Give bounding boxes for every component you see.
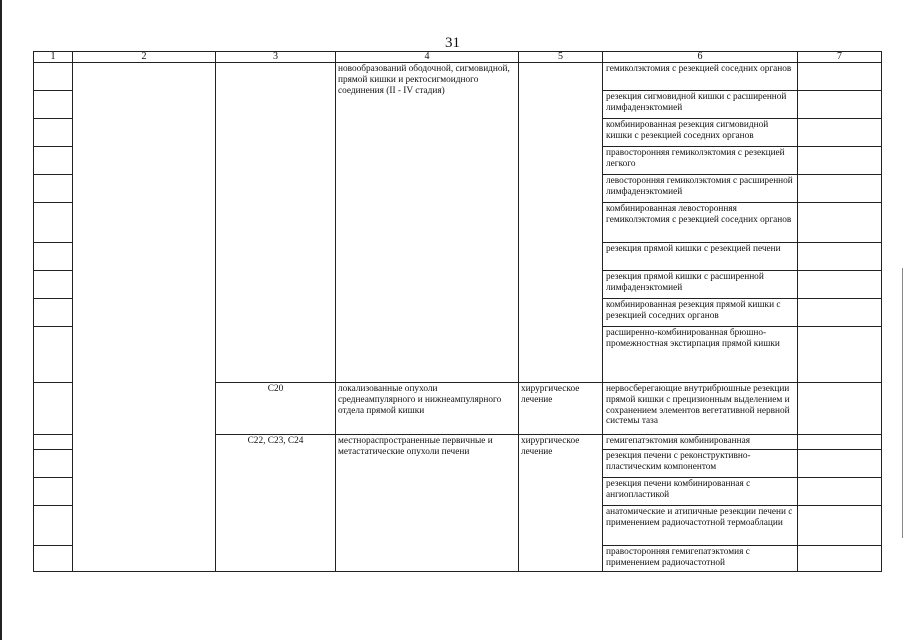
cell-norm [798,175,882,203]
procedures-table [33,51,882,572]
cell-norm [798,91,882,119]
cell-method: левосторонняя гемиколэктомия с расширенной лимфаденэктомией [603,175,798,203]
cell-method: анатомические и атипичные резекции печени с применением радиочастотной термоаблации [603,506,798,546]
column-header: 2 [73,52,216,63]
column-header: 5 [519,52,603,63]
cell-num [34,147,73,175]
cell-num [34,478,73,506]
cell-norm [798,383,882,435]
cell-norm [798,299,882,327]
cell-norm [798,478,882,506]
cell-num [34,119,73,147]
cell-method: резекция прямой кишки с резекцией печени [603,243,798,271]
cell-method: комбинированная левосторонняя гемиколэктомия с резекцией соседних органов [603,203,798,243]
cell-norm [798,119,882,147]
cell-method: нервосберегающие внутрибрюшные резекции прямой кишки с прецизионным выделением и сохранением элементов вегетативной нервной системы таза [603,383,798,435]
cell-norm [798,243,882,271]
cell-method: гемиколэктомия с резекцией соседних органов [603,63,798,91]
cell-num [34,546,73,572]
cell-method: гемигепатэктомия комбинированная [603,435,798,450]
column-header: 3 [216,52,336,63]
cell-method: комбинированная резекция сигмовидной кишки с резекцией соседних органов [603,119,798,147]
column-header: 6 [603,52,798,63]
cell-num [34,383,73,435]
cell-treatment: хирургическое лечение [519,383,603,435]
cell-num [34,243,73,271]
cell-norm [798,435,882,450]
page-number: 31 [445,35,460,51]
header-row [34,52,882,63]
cell-norm [798,147,882,175]
cell-num [34,435,73,450]
cell-num [34,299,73,327]
cell-num [34,203,73,243]
cell-norm [798,450,882,478]
cell-method: резекция печени с реконструктивно-пластическим компонентом [603,450,798,478]
cell-method: резекция прямой кишки с расширенной лимфаденэктомией [603,271,798,299]
table-row [34,63,882,91]
cell-codes [216,63,336,383]
cell-norm [798,271,882,299]
cell-norm [798,506,882,546]
cell-treatment [519,63,603,383]
column-header: 1 [34,52,73,63]
cell-method: резекция сигмовидной кишки с расширенной лимфаденэктомией [603,91,798,119]
cell-num [34,63,73,91]
scan-edge-line-right [902,268,903,538]
cell-norm [798,327,882,383]
cell-condition: новообразований ободочной, сигмовидной, прямой кишки и ректосигмоидного соединения (II - IV стадия) [336,63,519,383]
cell-norm [798,63,882,91]
cell-num [34,271,73,299]
cell-method: резекция печени комбинированная с ангиопластикой [603,478,798,506]
cell-method: расширенно-комбинированная брюшно-промежностная экстирпация прямой кишки [603,327,798,383]
scan-edge-line [0,0,2,640]
column-header: 7 [798,52,882,63]
cell-num [34,91,73,119]
cell-method: комбинированная резекция прямой кишки с резекцией соседних органов [603,299,798,327]
cell-norm [798,546,882,572]
cell-norm [798,203,882,243]
cell-codes: C20 [216,383,336,435]
cell-codes: C22, C23, C24 [216,435,336,572]
cell-condition: локализованные опухоли среднеампулярного и нижнеампулярного отдела прямой кишки [336,383,519,435]
cell-num [34,506,73,546]
cell-profile [73,63,216,572]
column-header: 4 [336,52,519,63]
cell-num [34,327,73,383]
cell-method: правосторонняя гемигепатэктомия с применением радиочастотной [603,546,798,572]
cell-condition: местнораспространенные первичные и метастатические опухоли печени [336,435,519,572]
cell-num [34,175,73,203]
cell-method: правосторонняя гемиколэктомия с резекцией легкого [603,147,798,175]
cell-num [34,450,73,478]
cell-treatment: хирургическое лечение [519,435,603,572]
